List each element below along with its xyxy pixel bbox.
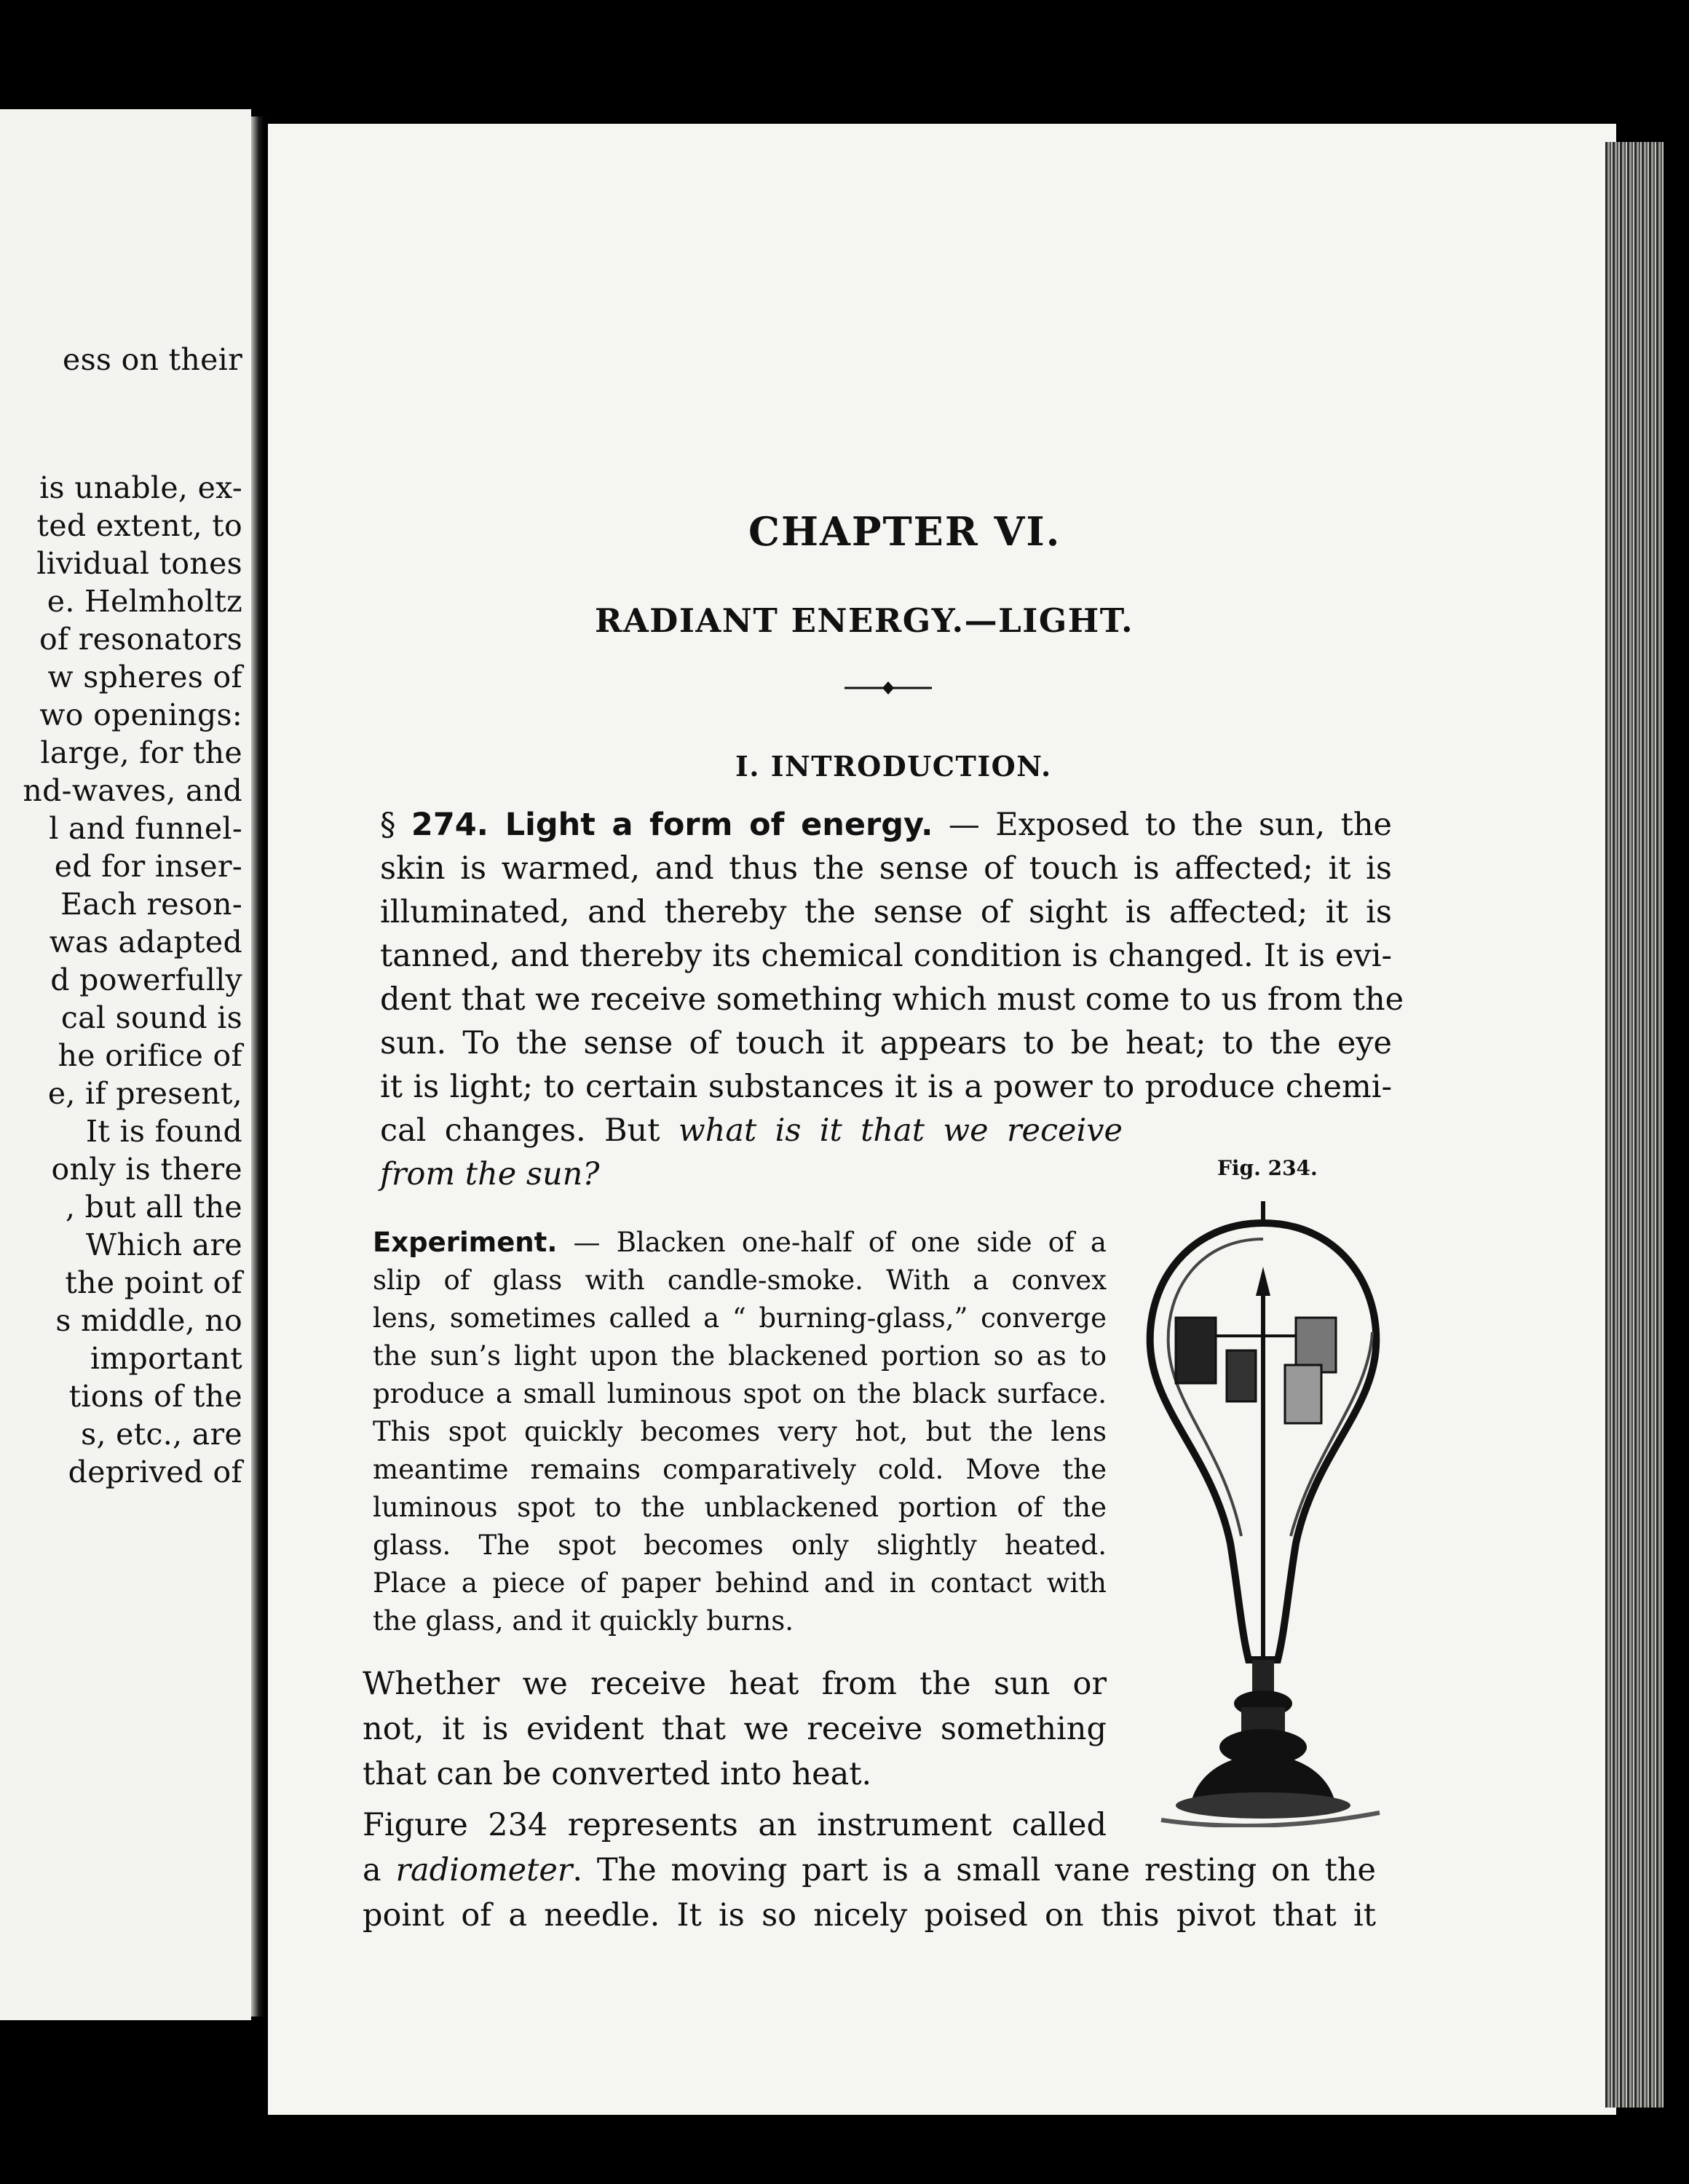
left-line: the point of xyxy=(65,1265,242,1300)
section-title: RADIANT ENERGY.—LIGHT. xyxy=(595,601,1134,640)
left-line: ess on their xyxy=(63,342,242,377)
paragraph-line xyxy=(380,807,1392,843)
paragraph-line xyxy=(380,1112,1123,1149)
paragraph-line xyxy=(363,1852,1376,1888)
paragraph-line: Figure 234 represents an instrument called xyxy=(363,1807,1107,1843)
paragraph-line: dent that we receive something which must come to us from the xyxy=(380,981,1404,1018)
paragraph-line: it is light; to certain substances it is a power to produce chemi- xyxy=(380,1069,1392,1105)
paragraph-text: a xyxy=(363,1852,396,1888)
left-line: nd-waves, and xyxy=(23,773,242,808)
experiment-line: lens, sometimes called a “ burning-glass,” converge xyxy=(373,1302,1107,1334)
experiment-line: meantime remains comparatively cold. Move the xyxy=(373,1454,1107,1485)
left-line: Each reson- xyxy=(60,887,242,922)
experiment-line: the glass, and it quickly burns. xyxy=(373,1605,794,1637)
left-line: e. Helmholtz xyxy=(47,584,242,619)
left-line: large, for the xyxy=(40,735,242,770)
experiment-line xyxy=(373,1229,1107,1256)
left-line: ted extent, to xyxy=(36,508,242,543)
paragraph-heading: Light a form of energy. xyxy=(488,807,933,843)
paragraph-line: sun. To the sense of touch it appears to be heat; to the eye xyxy=(380,1025,1392,1061)
paragraph-line: Whether we receive heat from the sun or xyxy=(363,1666,1107,1702)
page-edge xyxy=(1605,142,1664,2108)
experiment-line: produce a small luminous spot on the black surface. xyxy=(373,1378,1107,1409)
paragraph-line: tanned, and thereby its chemical condition is changed. It is evi- xyxy=(380,938,1392,974)
book-gutter xyxy=(251,116,264,2017)
left-line: lividual tones xyxy=(36,546,242,581)
section-number: 274. xyxy=(411,807,488,843)
left-line: d powerfully xyxy=(50,962,242,997)
paragraph-text: . The moving part is a small vane resting on the xyxy=(572,1852,1376,1888)
left-page xyxy=(0,109,251,2020)
left-line: is unable, ex- xyxy=(39,470,242,505)
paragraph-text: cal changes. But xyxy=(380,1112,679,1149)
left-line: l and funnel- xyxy=(49,811,242,846)
left-line: e, if present, xyxy=(47,1076,242,1111)
experiment-label: Experiment. xyxy=(373,1227,558,1258)
paragraph-line: that can be converted into heat. xyxy=(363,1756,872,1792)
experiment-line: the sun’s light upon the blackened portion so as to xyxy=(373,1340,1107,1372)
italic-term: radiometer xyxy=(395,1852,573,1888)
left-line: of resonators xyxy=(39,622,242,657)
left-line: cal sound is xyxy=(60,1000,242,1035)
paragraph-line: illuminated, and thereby the sense of sight is affected; it is xyxy=(380,894,1392,930)
experiment-line: slip of glass with candle-smoke. With a convex xyxy=(373,1265,1107,1296)
left-line: s middle, no xyxy=(55,1303,242,1338)
italic-question: from the sun? xyxy=(380,1156,600,1192)
left-line: w spheres of xyxy=(47,660,242,695)
left-line: It is found xyxy=(85,1114,242,1149)
paragraph-line: point of a needle. It is so nicely poised on this pivot that it xyxy=(363,1897,1376,1934)
left-line: , but all the xyxy=(66,1190,242,1224)
left-line: tions of the xyxy=(68,1379,242,1414)
paragraph-text: — Exposed to the sun, the xyxy=(933,807,1392,843)
left-line: wo openings: xyxy=(39,697,242,732)
left-line: deprived of xyxy=(68,1455,242,1489)
left-line: ed for inser- xyxy=(54,849,242,884)
left-line: s, etc., are xyxy=(81,1417,242,1452)
paragraph-line: not, it is evident that we receive something xyxy=(363,1711,1107,1747)
left-line: he orifice of xyxy=(58,1038,242,1073)
experiment-line: This spot quickly becomes very hot, but the lens xyxy=(373,1416,1107,1447)
experiment-text: — Blacken one-half of one side of a xyxy=(557,1227,1107,1258)
paragraph-line: skin is warmed, and thus the sense of touch is affected; it is xyxy=(380,850,1392,887)
figure-caption: Fig. 234. xyxy=(1217,1156,1318,1180)
ornament-rule-icon xyxy=(844,677,932,699)
subsection-title: I. INTRODUCTION. xyxy=(735,750,1052,783)
left-line: only is there xyxy=(51,1152,242,1187)
chapter-title: CHAPTER VI. xyxy=(748,508,1061,555)
left-line: was adapted xyxy=(49,925,242,960)
left-line: Which are xyxy=(85,1227,242,1262)
experiment-line: Place a piece of paper behind and in contact with xyxy=(373,1567,1107,1599)
radiometer-icon xyxy=(1132,1194,1394,1827)
section-mark: § xyxy=(380,807,411,843)
experiment-line: luminous spot to the unblackened portion of the xyxy=(373,1492,1107,1523)
left-line: important xyxy=(90,1341,242,1376)
italic-question: what is it that we receive xyxy=(678,1112,1123,1149)
experiment-line: glass. The spot becomes only slightly heated. xyxy=(373,1530,1107,1561)
